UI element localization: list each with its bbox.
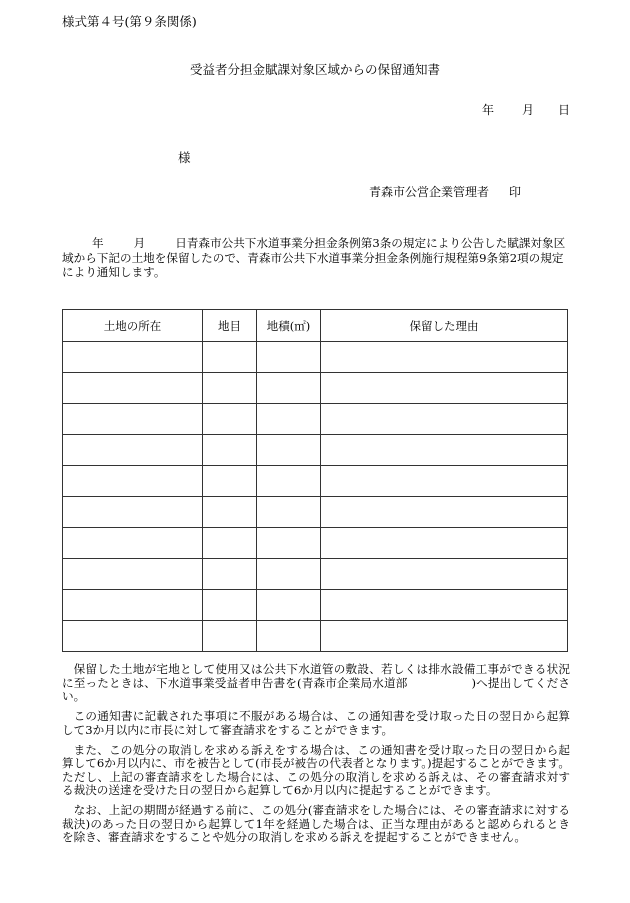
table-cell[interactable] xyxy=(257,435,321,466)
table-cell[interactable] xyxy=(321,559,568,590)
table-body xyxy=(63,342,568,652)
intro-month: 月 xyxy=(133,236,146,250)
intro-paragraph xyxy=(62,236,570,280)
table-cell[interactable] xyxy=(257,466,321,497)
issuer xyxy=(369,183,521,200)
table-cell[interactable] xyxy=(257,559,321,590)
intro-text: 日青森市公共下水道事業分担金条例第3条の規定により公告した賦課対象区域から下記の土地を保留したので、青森市公共下水道事業分担金条例施行規程第9条第2項の規定により通知します。 xyxy=(62,236,566,279)
month-label: 月 xyxy=(522,103,535,117)
notes xyxy=(62,663,570,851)
table-header-row xyxy=(63,310,568,342)
table-cell[interactable] xyxy=(257,621,321,652)
table-cell[interactable] xyxy=(63,373,203,404)
table-cell[interactable] xyxy=(63,435,203,466)
table-cell[interactable] xyxy=(63,466,203,497)
note-1-after: )へ提出してください。 xyxy=(62,675,570,703)
table-cell[interactable] xyxy=(203,590,257,621)
table-cell[interactable] xyxy=(63,342,203,373)
table-row xyxy=(63,404,568,435)
seal-mark: 印 xyxy=(509,185,522,199)
table-row xyxy=(63,621,568,652)
table-cell[interactable] xyxy=(321,404,568,435)
day-label: 日 xyxy=(558,103,571,117)
table-cell[interactable] xyxy=(63,590,203,621)
table-cell[interactable] xyxy=(321,497,568,528)
header-reason: 保留した理由 xyxy=(321,310,568,342)
table-cell[interactable] xyxy=(321,435,568,466)
table-cell[interactable] xyxy=(63,404,203,435)
table-cell[interactable] xyxy=(257,404,321,435)
table-row xyxy=(63,590,568,621)
table-row xyxy=(63,435,568,466)
table-cell[interactable] xyxy=(63,559,203,590)
note-paragraph-4: なお、上記の期間が経過する前に、この処分(審査請求をした場合には、その審査請求に対する裁決)のあった日の翌日から起算して1年を経過した場合は、正当な理由があると認められるときを除き、審査請求をすることや処分の取消しを求める訴えを提起することができません。 xyxy=(62,803,570,844)
table-cell[interactable] xyxy=(321,373,568,404)
table-cell[interactable] xyxy=(203,342,257,373)
issue-date xyxy=(482,101,570,118)
table-cell[interactable] xyxy=(257,590,321,621)
intro-year: 年 xyxy=(92,236,104,250)
table-row xyxy=(63,497,568,528)
header-location: 土地の所在 xyxy=(63,310,203,342)
table-cell[interactable] xyxy=(257,373,321,404)
table-cell[interactable] xyxy=(203,621,257,652)
table-cell[interactable] xyxy=(203,435,257,466)
land-table xyxy=(62,309,568,652)
form-number: 様式第４号(第９条関係) xyxy=(62,14,197,29)
table-cell[interactable] xyxy=(63,497,203,528)
table-cell[interactable] xyxy=(203,373,257,404)
table-cell[interactable] xyxy=(321,528,568,559)
table-cell[interactable] xyxy=(321,590,568,621)
note-paragraph-2: この通知書に記載された事項に不服がある場合は、この通知書を受け取った日の翌日から起算して3か月以内に市長に対して審査請求をすることができます。 xyxy=(62,709,570,737)
table-cell[interactable] xyxy=(63,621,203,652)
table-cell[interactable] xyxy=(321,342,568,373)
document-title: 受益者分担金賦課対象区域からの保留通知書 xyxy=(189,62,440,77)
table-row xyxy=(63,528,568,559)
issuer-name: 青森市公営企業管理者 xyxy=(369,185,490,199)
note-paragraph-1 xyxy=(62,663,570,704)
table-cell[interactable] xyxy=(321,466,568,497)
note-paragraph-3: また、この処分の取消しを求める訴えをする場合は、この通知書を受け取った日の翌日から起算して6か月以内に、市を被告として(市長が被告の代表者となります。)提起することができます。ただし、上記の審査請求をした場合には、この処分の取消しを求める訴えは、その審査請求対する裁決の送達を受けた日の翌日から起算して6か月以内に提起することができます。 xyxy=(62,742,570,797)
table-cell[interactable] xyxy=(257,497,321,528)
header-area: 地積(㎡) xyxy=(257,310,321,342)
table-cell[interactable] xyxy=(257,342,321,373)
table-row xyxy=(63,342,568,373)
table-cell[interactable] xyxy=(203,559,257,590)
table-cell[interactable] xyxy=(203,466,257,497)
table-cell[interactable] xyxy=(203,497,257,528)
header-land-category: 地目 xyxy=(203,310,257,342)
table-row xyxy=(63,559,568,590)
table-cell[interactable] xyxy=(321,621,568,652)
table-row xyxy=(63,466,568,497)
table-row xyxy=(63,373,568,404)
addressee-suffix: 様 xyxy=(178,150,191,165)
year-label: 年 xyxy=(482,103,495,117)
table-cell[interactable] xyxy=(203,528,257,559)
table-cell[interactable] xyxy=(203,404,257,435)
note-1-before: 保留した土地が宅地として使用又は公共下水道管の敷設、若しくは排水設備工事ができる状況に至ったときは、下水道事業受益者申告書を(青森市企業局水道部 xyxy=(62,662,570,690)
table-cell[interactable] xyxy=(63,528,203,559)
table-cell[interactable] xyxy=(257,528,321,559)
